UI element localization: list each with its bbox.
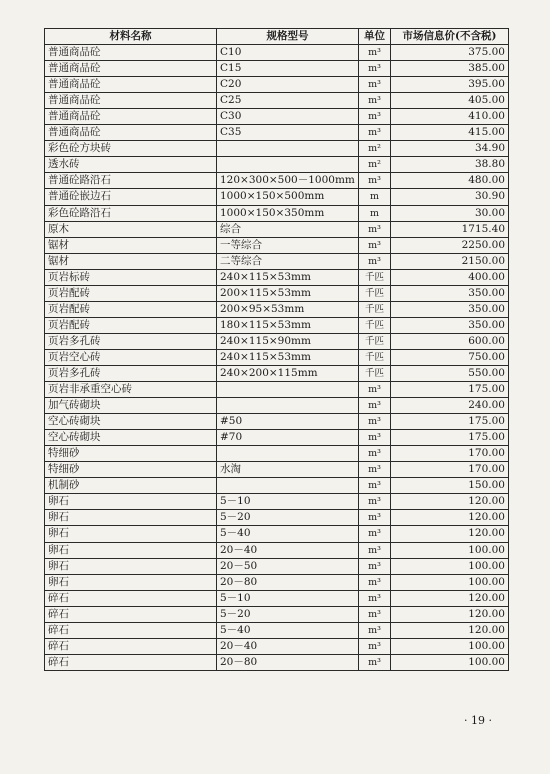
header-unit: 单位 bbox=[359, 29, 391, 45]
header-market-price: 市场信息价(不含税) bbox=[391, 29, 509, 45]
material-name-cell: 普通商品砼 bbox=[45, 125, 217, 141]
table-row bbox=[45, 141, 509, 157]
table-row bbox=[45, 317, 509, 333]
material-name-cell: 普通商品砼 bbox=[45, 77, 217, 93]
unit-cell: 千匹 bbox=[359, 333, 391, 349]
table-row bbox=[45, 173, 509, 189]
table-row bbox=[45, 606, 509, 622]
material-name-cell: 锯材 bbox=[45, 253, 217, 269]
table-row bbox=[45, 526, 509, 542]
table-row bbox=[45, 349, 509, 365]
spec-cell: 1000×150×500mm bbox=[217, 189, 359, 205]
table-row bbox=[45, 638, 509, 654]
material-name-cell: 碎石 bbox=[45, 606, 217, 622]
price-cell: 405.00 bbox=[391, 93, 509, 109]
unit-cell: m³ bbox=[359, 446, 391, 462]
unit-cell: m³ bbox=[359, 526, 391, 542]
price-cell: 120.00 bbox=[391, 526, 509, 542]
table-row bbox=[45, 398, 509, 414]
unit-cell: m³ bbox=[359, 542, 391, 558]
price-cell: 375.00 bbox=[391, 45, 509, 61]
price-cell: 410.00 bbox=[391, 109, 509, 125]
table-body bbox=[45, 45, 509, 671]
material-name-cell: 页岩多孔砖 bbox=[45, 333, 217, 349]
material-name-cell: 彩色砼路沿石 bbox=[45, 205, 217, 221]
unit-cell: m³ bbox=[359, 77, 391, 93]
unit-cell: m³ bbox=[359, 221, 391, 237]
material-name-cell: 特细砂 bbox=[45, 462, 217, 478]
spec-cell: 5－20 bbox=[217, 510, 359, 526]
material-name-cell: 页岩配砖 bbox=[45, 301, 217, 317]
table-row bbox=[45, 269, 509, 285]
spec-cell: C30 bbox=[217, 109, 359, 125]
price-cell: 350.00 bbox=[391, 301, 509, 317]
spec-cell: C35 bbox=[217, 125, 359, 141]
table-row bbox=[45, 109, 509, 125]
table-row bbox=[45, 542, 509, 558]
material-name-cell: 机制砂 bbox=[45, 478, 217, 494]
unit-cell: m³ bbox=[359, 125, 391, 141]
unit-cell: m³ bbox=[359, 93, 391, 109]
spec-cell: 120×300×500－1000mm bbox=[217, 173, 359, 189]
unit-cell: 千匹 bbox=[359, 285, 391, 301]
table-row bbox=[45, 221, 509, 237]
spec-cell: 二等综合 bbox=[217, 253, 359, 269]
material-name-cell: 普通商品砼 bbox=[45, 45, 217, 61]
table-header-row bbox=[45, 29, 509, 45]
table-row bbox=[45, 574, 509, 590]
price-cell: 2250.00 bbox=[391, 237, 509, 253]
spec-cell: 5－10 bbox=[217, 494, 359, 510]
spec-cell: 5－40 bbox=[217, 622, 359, 638]
unit-cell: 千匹 bbox=[359, 365, 391, 381]
unit-cell: m³ bbox=[359, 61, 391, 77]
price-cell: 415.00 bbox=[391, 125, 509, 141]
price-cell: 550.00 bbox=[391, 365, 509, 381]
table-row bbox=[45, 478, 509, 494]
price-cell: 350.00 bbox=[391, 317, 509, 333]
unit-cell: m³ bbox=[359, 558, 391, 574]
price-cell: 120.00 bbox=[391, 494, 509, 510]
price-cell: 38.80 bbox=[391, 157, 509, 173]
table-row bbox=[45, 93, 509, 109]
table-row bbox=[45, 382, 509, 398]
material-name-cell: 彩色砼方块砖 bbox=[45, 141, 217, 157]
page-number: · 19 · bbox=[464, 714, 492, 727]
material-name-cell: 透水砖 bbox=[45, 157, 217, 173]
table-row bbox=[45, 45, 509, 61]
spec-cell: 一等综合 bbox=[217, 237, 359, 253]
price-cell: 100.00 bbox=[391, 558, 509, 574]
table-row bbox=[45, 462, 509, 478]
spec-cell: 5－20 bbox=[217, 606, 359, 622]
header-spec-model: 规格型号 bbox=[217, 29, 359, 45]
material-name-cell: 空心砖砌块 bbox=[45, 430, 217, 446]
unit-cell: 千匹 bbox=[359, 317, 391, 333]
spec-cell: #50 bbox=[217, 414, 359, 430]
unit-cell: m³ bbox=[359, 574, 391, 590]
spec-cell: C15 bbox=[217, 61, 359, 77]
unit-cell: m³ bbox=[359, 590, 391, 606]
material-name-cell: 卵石 bbox=[45, 526, 217, 542]
spec-cell: C10 bbox=[217, 45, 359, 61]
price-cell: 240.00 bbox=[391, 398, 509, 414]
table-row bbox=[45, 430, 509, 446]
material-name-cell: 页岩非承重空心砖 bbox=[45, 382, 217, 398]
spec-cell: 180×115×53mm bbox=[217, 317, 359, 333]
header-material-name: 材料名称 bbox=[45, 29, 217, 45]
material-name-cell: 卵石 bbox=[45, 574, 217, 590]
spec-cell: C25 bbox=[217, 93, 359, 109]
table-row bbox=[45, 205, 509, 221]
price-cell: 175.00 bbox=[391, 414, 509, 430]
price-cell: 34.90 bbox=[391, 141, 509, 157]
unit-cell: m³ bbox=[359, 462, 391, 478]
unit-cell: m³ bbox=[359, 382, 391, 398]
unit-cell: m³ bbox=[359, 398, 391, 414]
material-name-cell: 卵石 bbox=[45, 494, 217, 510]
material-name-cell: 页岩配砖 bbox=[45, 317, 217, 333]
price-table bbox=[44, 28, 509, 671]
material-name-cell: 碎石 bbox=[45, 590, 217, 606]
spec-cell: 200×95×53mm bbox=[217, 301, 359, 317]
price-cell: 30.00 bbox=[391, 205, 509, 221]
table-row bbox=[45, 61, 509, 77]
price-cell: 120.00 bbox=[391, 622, 509, 638]
unit-cell: m³ bbox=[359, 414, 391, 430]
unit-cell: m³ bbox=[359, 173, 391, 189]
table-row bbox=[45, 622, 509, 638]
unit-cell: m³ bbox=[359, 237, 391, 253]
unit-cell: 千匹 bbox=[359, 301, 391, 317]
material-name-cell: 特细砂 bbox=[45, 446, 217, 462]
material-name-cell: 普通商品砼 bbox=[45, 61, 217, 77]
material-name-cell: 页岩配砖 bbox=[45, 285, 217, 301]
spec-cell: 20－50 bbox=[217, 558, 359, 574]
price-cell: 100.00 bbox=[391, 542, 509, 558]
spec-cell: 20－80 bbox=[217, 574, 359, 590]
spec-cell: 5－10 bbox=[217, 590, 359, 606]
material-name-cell: 碎石 bbox=[45, 622, 217, 638]
spec-cell bbox=[217, 478, 359, 494]
price-cell: 100.00 bbox=[391, 574, 509, 590]
price-cell: 1715.40 bbox=[391, 221, 509, 237]
material-name-cell: 卵石 bbox=[45, 542, 217, 558]
material-name-cell: 普通商品砼 bbox=[45, 93, 217, 109]
spec-cell bbox=[217, 157, 359, 173]
material-name-cell: 锯材 bbox=[45, 237, 217, 253]
spec-cell: 5－40 bbox=[217, 526, 359, 542]
unit-cell: m³ bbox=[359, 478, 391, 494]
price-cell: 395.00 bbox=[391, 77, 509, 93]
unit-cell: m³ bbox=[359, 606, 391, 622]
unit-cell: 千匹 bbox=[359, 269, 391, 285]
unit-cell: m bbox=[359, 189, 391, 205]
material-name-cell: 碎石 bbox=[45, 638, 217, 654]
table-row bbox=[45, 414, 509, 430]
material-name-cell: 页岩标砖 bbox=[45, 269, 217, 285]
unit-cell: m² bbox=[359, 157, 391, 173]
price-cell: 480.00 bbox=[391, 173, 509, 189]
spec-cell: 240×115×53mm bbox=[217, 349, 359, 365]
material-name-cell: 加气砖砌块 bbox=[45, 398, 217, 414]
table-row bbox=[45, 365, 509, 381]
spec-cell: 240×115×90mm bbox=[217, 333, 359, 349]
table-row bbox=[45, 253, 509, 269]
spec-cell: 20－80 bbox=[217, 654, 359, 670]
unit-cell: m³ bbox=[359, 654, 391, 670]
spec-cell: 20－40 bbox=[217, 542, 359, 558]
table-row bbox=[45, 237, 509, 253]
table-row bbox=[45, 446, 509, 462]
table-row bbox=[45, 125, 509, 141]
material-name-cell: 普通砼路沿石 bbox=[45, 173, 217, 189]
unit-cell: m³ bbox=[359, 638, 391, 654]
unit-cell: m³ bbox=[359, 253, 391, 269]
price-cell: 2150.00 bbox=[391, 253, 509, 269]
unit-cell: m³ bbox=[359, 622, 391, 638]
table-row bbox=[45, 285, 509, 301]
price-cell: 175.00 bbox=[391, 382, 509, 398]
unit-cell: m³ bbox=[359, 510, 391, 526]
material-name-cell: 页岩多孔砖 bbox=[45, 365, 217, 381]
price-cell: 350.00 bbox=[391, 285, 509, 301]
unit-cell: m³ bbox=[359, 45, 391, 61]
price-cell: 120.00 bbox=[391, 590, 509, 606]
table-row bbox=[45, 558, 509, 574]
price-cell: 385.00 bbox=[391, 61, 509, 77]
material-name-cell: 空心砖砌块 bbox=[45, 414, 217, 430]
spec-cell: #70 bbox=[217, 430, 359, 446]
price-cell: 170.00 bbox=[391, 462, 509, 478]
price-cell: 120.00 bbox=[391, 510, 509, 526]
price-cell: 750.00 bbox=[391, 349, 509, 365]
spec-cell bbox=[217, 398, 359, 414]
price-cell: 175.00 bbox=[391, 430, 509, 446]
unit-cell: m bbox=[359, 205, 391, 221]
material-name-cell: 页岩空心砖 bbox=[45, 349, 217, 365]
material-name-cell: 普通商品砼 bbox=[45, 109, 217, 125]
spec-cell: 综合 bbox=[217, 221, 359, 237]
material-name-cell: 普通砼嵌边石 bbox=[45, 189, 217, 205]
spec-cell: 1000×150×350mm bbox=[217, 205, 359, 221]
price-cell: 100.00 bbox=[391, 654, 509, 670]
table-row bbox=[45, 333, 509, 349]
spec-cell: 20－40 bbox=[217, 638, 359, 654]
spec-cell: 240×200×115mm bbox=[217, 365, 359, 381]
material-name-cell: 碎石 bbox=[45, 654, 217, 670]
price-cell: 600.00 bbox=[391, 333, 509, 349]
material-name-cell: 原木 bbox=[45, 221, 217, 237]
spec-cell bbox=[217, 382, 359, 398]
table-row bbox=[45, 494, 509, 510]
price-cell: 120.00 bbox=[391, 606, 509, 622]
price-cell: 30.90 bbox=[391, 189, 509, 205]
unit-cell: m³ bbox=[359, 109, 391, 125]
price-cell: 100.00 bbox=[391, 638, 509, 654]
table-row bbox=[45, 301, 509, 317]
price-cell: 170.00 bbox=[391, 446, 509, 462]
spec-cell bbox=[217, 446, 359, 462]
unit-cell: m² bbox=[359, 141, 391, 157]
spec-cell: C20 bbox=[217, 77, 359, 93]
table-row bbox=[45, 654, 509, 670]
table-row bbox=[45, 590, 509, 606]
unit-cell: m³ bbox=[359, 494, 391, 510]
table-row bbox=[45, 157, 509, 173]
table-row bbox=[45, 510, 509, 526]
material-name-cell: 卵石 bbox=[45, 510, 217, 526]
spec-cell: 240×115×53mm bbox=[217, 269, 359, 285]
material-name-cell: 卵石 bbox=[45, 558, 217, 574]
price-cell: 150.00 bbox=[391, 478, 509, 494]
price-cell: 400.00 bbox=[391, 269, 509, 285]
unit-cell: m³ bbox=[359, 430, 391, 446]
spec-cell: 200×115×53mm bbox=[217, 285, 359, 301]
unit-cell: 千匹 bbox=[359, 349, 391, 365]
table-row bbox=[45, 77, 509, 93]
spec-cell bbox=[217, 141, 359, 157]
table-row bbox=[45, 189, 509, 205]
spec-cell: 水淘 bbox=[217, 462, 359, 478]
